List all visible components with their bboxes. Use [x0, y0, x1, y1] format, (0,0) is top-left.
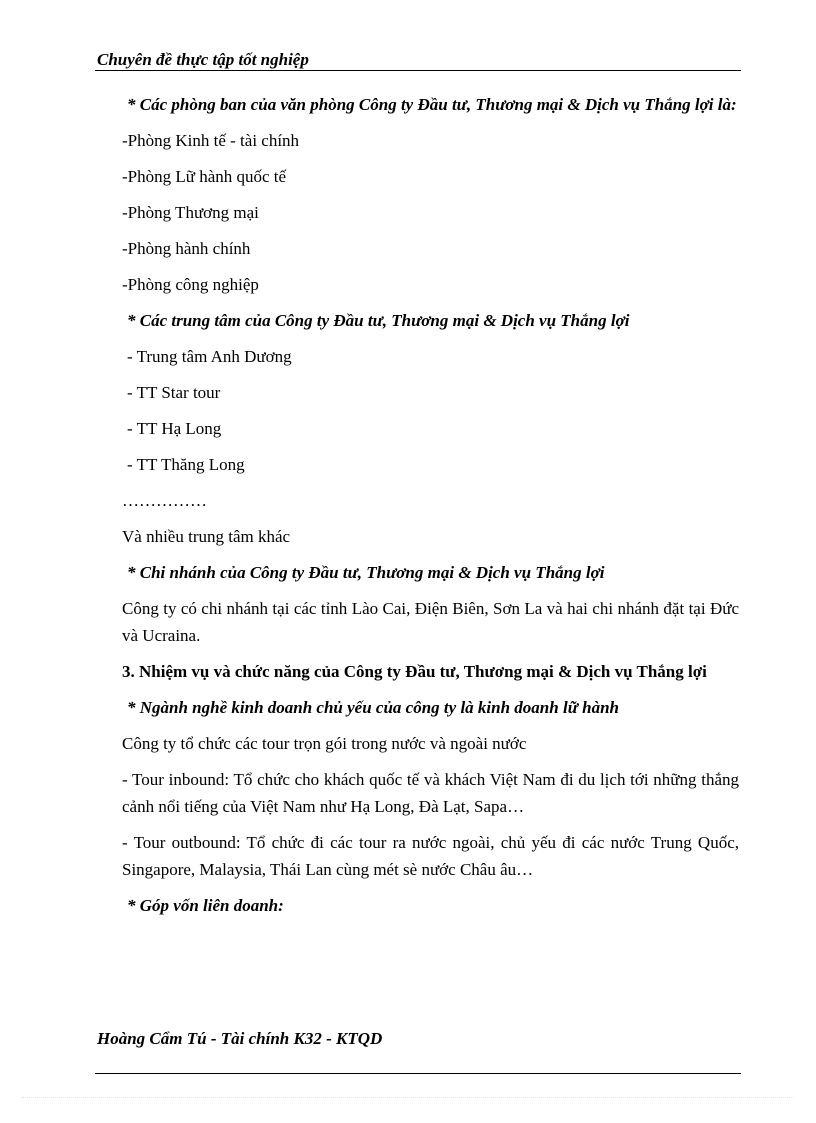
footer-rule	[95, 1073, 741, 1074]
inbound-paragraph: - Tour inbound: Tổ chức cho khách quốc tế và khách Việt Nam đi du lịch tới những thắng cảnh nổi tiếng của Việt Nam như Hạ Long, Đà Lạt, Sapa…	[122, 770, 739, 816]
department-item: -Phòng công nghiệp	[122, 275, 259, 294]
center-item: - Trung tâm Anh Dương	[127, 347, 292, 366]
running-footer: Hoàng Cẩm Tú - Tài chính K32 - KTQD	[97, 1029, 383, 1048]
center-item: - TT Star tour	[127, 383, 221, 402]
branch-heading: * Chi nhánh của Công ty Đầu tư, Thương mại & Dịch vụ Thắng lợi	[127, 563, 605, 582]
header-rule	[95, 70, 741, 71]
center-item: - TT Hạ Long	[127, 419, 222, 438]
other-centers-text: Và nhiều trung tâm khác	[122, 527, 291, 546]
centers-heading: * Các trung tâm của Công ty Đầu tư, Thương mại & Dịch vụ Thắng lợi	[127, 311, 630, 330]
joint-venture-heading: * Góp vốn liên doanh:	[127, 896, 284, 915]
department-item: -Phòng Thương mại	[122, 203, 259, 222]
departments-heading: * Các phòng ban của văn phòng Công ty Đầu tư, Thương mại & Dịch vụ Thắng lợi là:	[127, 95, 737, 114]
ellipsis-line: ……………	[122, 491, 207, 510]
running-header: Chuyên đề thực tập tốt nghiệp	[97, 50, 309, 69]
department-item: -Phòng hành chính	[122, 239, 251, 258]
page-body	[122, 91, 739, 928]
department-item: -Phòng Kinh tế - tài chính	[122, 131, 300, 150]
business-heading: * Ngành nghề kinh doanh chủ yếu của công ty là kinh doanh lữ hành	[127, 698, 619, 717]
branch-paragraph: Công ty có chi nhánh tại các tỉnh Lào Cai, Điện Biên, Sơn La và hai chi nhánh đặt tại Đức và Ucraina.	[122, 599, 739, 645]
outbound-paragraph: - Tour outbound: Tổ chức đi các tour ra nước ngoài, chủ yếu đi các nước Trung Quốc, Singapore, Malaysia, Thái Lan cùng mét sè nước Châu âu…	[122, 833, 739, 879]
center-item: - TT Thăng Long	[127, 455, 245, 474]
department-item: -Phòng Lữ hành quốc tế	[122, 167, 287, 186]
section-3-heading: 3. Nhiệm vụ và chức năng của Công ty Đầu tư, Thương mại & Dịch vụ Thắng lợi	[122, 662, 707, 681]
page-edge-line	[22, 1097, 794, 1098]
business-paragraph: Công ty tổ chức các tour trọn gói trong nước và ngoài nước	[122, 734, 527, 753]
